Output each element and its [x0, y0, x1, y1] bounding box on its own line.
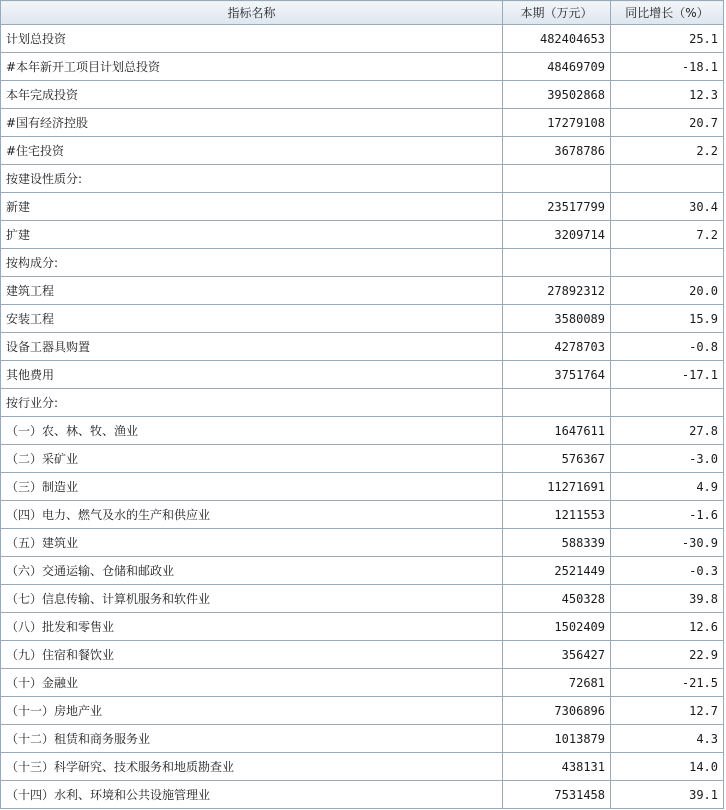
- table-row: [1, 109, 724, 137]
- row-yoy-growth: [611, 165, 724, 193]
- row-yoy-growth: 39.8: [611, 585, 724, 613]
- row-current-value: [503, 389, 611, 417]
- row-current-value: 1013879: [503, 725, 611, 753]
- row-indicator-name: （五）建筑业: [1, 529, 503, 557]
- table-row: [1, 697, 724, 725]
- table-row: [1, 501, 724, 529]
- row-indicator-name: 安装工程: [1, 305, 503, 333]
- row-yoy-growth: 12.3: [611, 81, 724, 109]
- table-row: [1, 193, 724, 221]
- table-row: [1, 781, 724, 809]
- row-indicator-name: 按构成分:: [1, 249, 503, 277]
- table-row: [1, 137, 724, 165]
- header-current-value: 本期（万元）: [503, 1, 611, 25]
- row-yoy-growth: 15.9: [611, 305, 724, 333]
- row-yoy-growth: [611, 389, 724, 417]
- row-indicator-name: （一）农、林、牧、渔业: [1, 417, 503, 445]
- table-row: [1, 305, 724, 333]
- table-row: [1, 333, 724, 361]
- row-indicator-name: 计划总投资: [1, 25, 503, 53]
- row-indicator-name: （八）批发和零售业: [1, 613, 503, 641]
- row-indicator-name: （十四）水利、环境和公共设施管理业: [1, 781, 503, 809]
- row-current-value: 482404653: [503, 25, 611, 53]
- row-current-value: 4278703: [503, 333, 611, 361]
- row-current-value: [503, 165, 611, 193]
- row-yoy-growth: 12.7: [611, 697, 724, 725]
- row-yoy-growth: -17.1: [611, 361, 724, 389]
- row-current-value: 1502409: [503, 613, 611, 641]
- row-current-value: 48469709: [503, 53, 611, 81]
- table-header-row: [1, 1, 724, 25]
- row-current-value: 2521449: [503, 557, 611, 585]
- row-indicator-name: 设备工器具购置: [1, 333, 503, 361]
- row-indicator-name: 建筑工程: [1, 277, 503, 305]
- row-yoy-growth: 27.8: [611, 417, 724, 445]
- row-yoy-growth: 30.4: [611, 193, 724, 221]
- table-row: [1, 613, 724, 641]
- table-row: [1, 753, 724, 781]
- row-current-value: 1211553: [503, 501, 611, 529]
- table-body: [1, 25, 724, 809]
- table-row: [1, 249, 724, 277]
- row-current-value: 576367: [503, 445, 611, 473]
- row-indicator-name: （十一）房地产业: [1, 697, 503, 725]
- row-indicator-name: （十二）租赁和商务服务业: [1, 725, 503, 753]
- row-current-value: 39502868: [503, 81, 611, 109]
- row-indicator-name: （十三）科学研究、技术服务和地质勘查业: [1, 753, 503, 781]
- row-yoy-growth: 14.0: [611, 753, 724, 781]
- row-indicator-name: （四）电力、燃气及水的生产和供应业: [1, 501, 503, 529]
- row-yoy-growth: -0.8: [611, 333, 724, 361]
- table-row: [1, 417, 724, 445]
- row-current-value: 7306896: [503, 697, 611, 725]
- row-yoy-growth: -21.5: [611, 669, 724, 697]
- row-current-value: 3209714: [503, 221, 611, 249]
- table-row: [1, 725, 724, 753]
- row-current-value: 27892312: [503, 277, 611, 305]
- table-row: [1, 277, 724, 305]
- row-yoy-growth: 4.3: [611, 725, 724, 753]
- row-yoy-growth: -3.0: [611, 445, 724, 473]
- table-row: [1, 641, 724, 669]
- row-current-value: 7531458: [503, 781, 611, 809]
- row-yoy-growth: -1.6: [611, 501, 724, 529]
- row-indicator-name: （九）住宿和餐饮业: [1, 641, 503, 669]
- table-row: [1, 25, 724, 53]
- row-yoy-growth: 7.2: [611, 221, 724, 249]
- table-row: [1, 473, 724, 501]
- row-yoy-growth: -30.9: [611, 529, 724, 557]
- row-yoy-growth: 4.9: [611, 473, 724, 501]
- table-row: [1, 557, 724, 585]
- row-yoy-growth: 20.7: [611, 109, 724, 137]
- table-row: [1, 361, 724, 389]
- table-row: [1, 389, 724, 417]
- row-current-value: [503, 249, 611, 277]
- table-row: [1, 669, 724, 697]
- row-current-value: 450328: [503, 585, 611, 613]
- row-yoy-growth: 2.2: [611, 137, 724, 165]
- row-yoy-growth: 22.9: [611, 641, 724, 669]
- row-current-value: 3678786: [503, 137, 611, 165]
- row-current-value: 1647611: [503, 417, 611, 445]
- table-row: [1, 53, 724, 81]
- table-row: [1, 529, 724, 557]
- row-indicator-name: （十）金融业: [1, 669, 503, 697]
- row-current-value: 3580089: [503, 305, 611, 333]
- row-indicator-name: 按建设性质分:: [1, 165, 503, 193]
- row-indicator-name: （六）交通运输、仓储和邮政业: [1, 557, 503, 585]
- row-indicator-name: #住宅投资: [1, 137, 503, 165]
- row-current-value: 23517799: [503, 193, 611, 221]
- row-yoy-growth: 12.6: [611, 613, 724, 641]
- header-yoy-growth: 同比增长（%）: [611, 1, 724, 25]
- row-current-value: 438131: [503, 753, 611, 781]
- row-yoy-growth: -0.3: [611, 557, 724, 585]
- row-indicator-name: #本年新开工项目计划总投资: [1, 53, 503, 81]
- row-yoy-growth: [611, 249, 724, 277]
- row-indicator-name: #国有经济控股: [1, 109, 503, 137]
- row-current-value: 72681: [503, 669, 611, 697]
- row-indicator-name: 扩建: [1, 221, 503, 249]
- row-yoy-growth: 25.1: [611, 25, 724, 53]
- row-current-value: 3751764: [503, 361, 611, 389]
- table-row: [1, 221, 724, 249]
- row-yoy-growth: 20.0: [611, 277, 724, 305]
- table-row: [1, 81, 724, 109]
- row-yoy-growth: 39.1: [611, 781, 724, 809]
- row-indicator-name: （三）制造业: [1, 473, 503, 501]
- table-row: [1, 165, 724, 193]
- header-indicator-name: 指标名称: [1, 1, 503, 25]
- row-current-value: 11271691: [503, 473, 611, 501]
- table-row: [1, 445, 724, 473]
- row-indicator-name: （七）信息传输、计算机服务和软件业: [1, 585, 503, 613]
- row-indicator-name: 本年完成投资: [1, 81, 503, 109]
- table-row: [1, 585, 724, 613]
- row-current-value: 356427: [503, 641, 611, 669]
- row-current-value: 17279108: [503, 109, 611, 137]
- row-indicator-name: （二）采矿业: [1, 445, 503, 473]
- row-current-value: 588339: [503, 529, 611, 557]
- row-yoy-growth: -18.1: [611, 53, 724, 81]
- row-indicator-name: 其他费用: [1, 361, 503, 389]
- row-indicator-name: 新建: [1, 193, 503, 221]
- row-indicator-name: 按行业分:: [1, 389, 503, 417]
